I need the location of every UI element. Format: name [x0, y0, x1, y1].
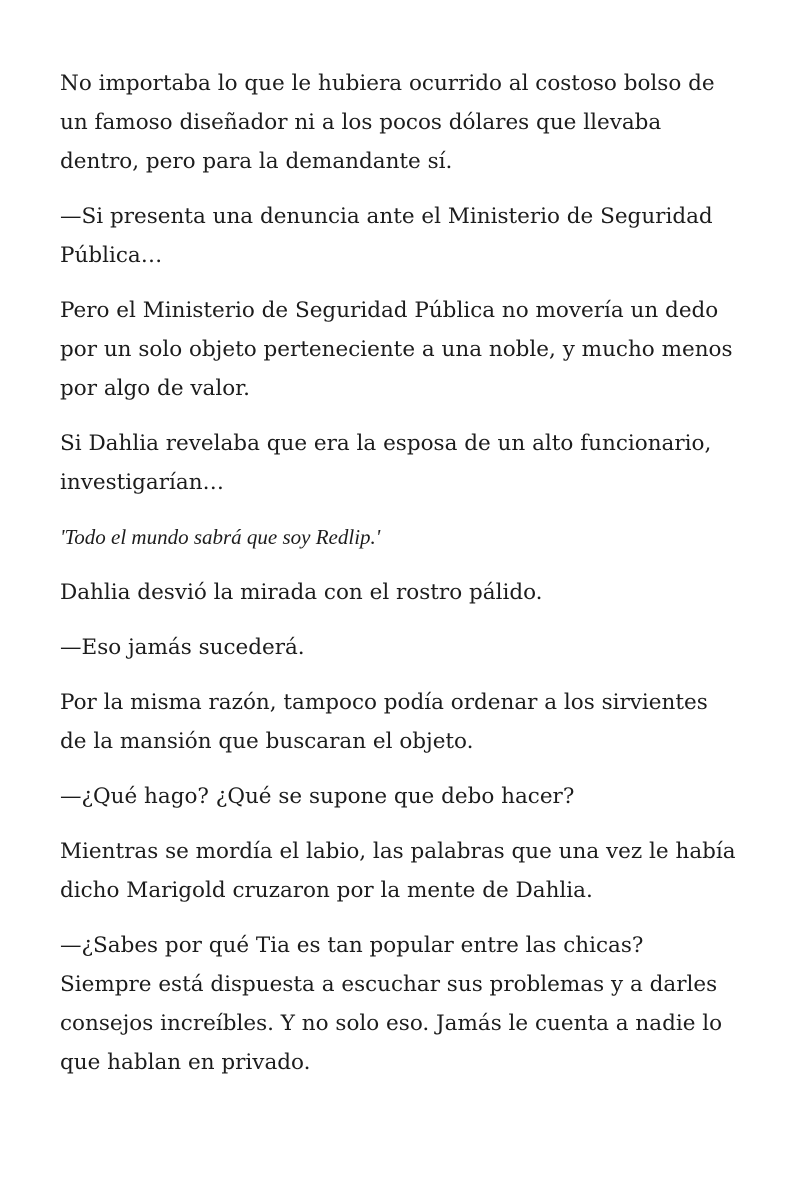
paragraph: Por la misma razón, tampoco podía ordenar a los sirvientes de la mansión que buscaran el objeto.	[60, 690, 708, 754]
paragraph: Dahlia desvió la mirada con el rostro pálido.	[60, 580, 543, 605]
dialogue-paragraph: —Eso jamás sucederá.	[60, 635, 305, 660]
paragraph: Mientras se mordía el labio, las palabras que una vez le había dicho Marigold cruzaron por la mente de Dahlia.	[60, 839, 736, 903]
dialogue-paragraph: —Si presenta una denuncia ante el Ministerio de Seguridad Pública…	[60, 204, 713, 268]
dialogue-paragraph: —¿Qué hago? ¿Qué se supone que debo hacer?	[60, 784, 575, 809]
paragraph: Si Dahlia revelaba que era la esposa de un alto funcionario, investigarían…	[60, 431, 712, 495]
dialogue-paragraph: —¿Sabes por qué Tia es tan popular entre las chicas? Siempre está dispuesta a escuchar sus problemas y a darles consejos increíbles. Y no solo eso. Jamás le cuenta a nadie lo que hablan en privado.	[60, 933, 723, 1075]
inner-thought-paragraph: 'Todo el mundo sabrá que soy Redlip.'	[60, 525, 381, 549]
paragraph: Pero el Ministerio de Seguridad Pública no movería un dedo por un solo objeto perteneciente a una noble, y mucho menos por algo de valor.	[60, 298, 733, 401]
paragraph: No importaba lo que le hubiera ocurrido al costoso bolso de un famoso diseñador ni a los pocos dólares que llevaba dentro, pero para la demandante sí.	[60, 71, 715, 174]
